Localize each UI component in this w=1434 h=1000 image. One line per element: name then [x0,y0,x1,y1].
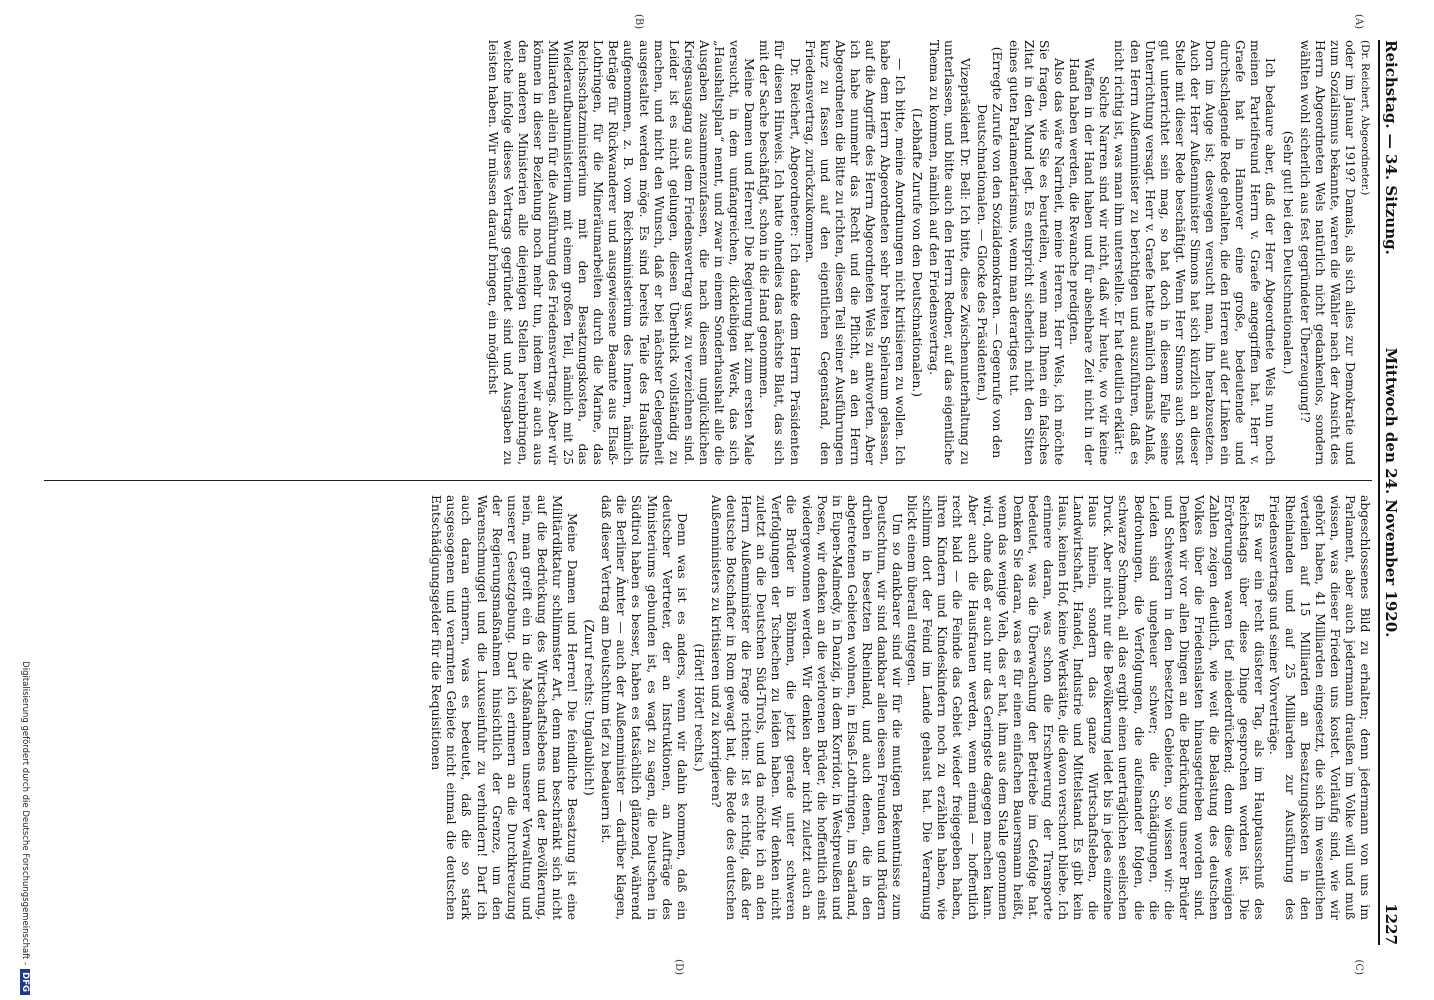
interjection: (Sehr gut! bei den Deutschnationalen.) [1280,130,1295,375]
header-date: Mittwoch den 24. November 1920. [1382,347,1401,638]
margin-marker-c: (C) [1353,959,1364,975]
interjection: (Zuruf rechts: Unglaublich!) [582,619,597,796]
credit-text: Digitalisierung gefördert durch die Deutsche Forschungsgemeinschaft - [20,661,30,966]
paragraph: abgeschlossenes Bild zu erhalten; denn jedermann von uns im Parlament, aber auch jedermann draußen im Volke will und muß wissen, was dieser Frieden uns kostet. Vorläufig sind, wie wir gehört haben, 41 Milliarden eingesetzt, die sich im wesentlichen verteilen auf 15 Milliarden an Besatzungskosten in den Rheinlanden und auf 25 Milliarden zur Ausführung des Friedensvertrags und seiner Vorverträge. [1267,495,1372,920]
interjection: (Erregte Zurufe von den Sozialdemokraten. — Gegenrufe von den Deutschnationalen. — Glocke des Präsidenten.) [974,46,1004,459]
header-session: Reichstag. — 34. Sitzung. [1382,40,1401,255]
paragraph: Es war ein recht düsterer Tag, als im Hauptausschuß des Reichstags über diese Dinge gesprochen worden ist. Die Erörterungen waren tief niederdrückend; denn diese wenigen Zahlen zeigen deutlich, wie weit die Belastung des deutschen Volkes über die Friedenslasten hinausgetrieben worden sind. Denken wir vor allen Dingen an die Bedrückung unserer Brüder und Schwestern in den besetzten Gebieten, so wissen wir: die Leiden sind ungeheuer schwer; die Schädigungen, die Bedrohungen, die Verfolgungen, die aufeinander folgen, die schwarze Schmach, all das ergibt einen unerträglichen seelischen Druck. Aber nicht nur die Bevölkerung leidet bis in jedes einzelne Haus hinein, sondern das ganze Wirtschaftsleben, die Landwirtschaft, Handel, Industrie und Mittelstand. Es gibt kein Haus, keinen Hof, keine Werkstätte, die davon verschont bliebe. Ich erinnere daran, was schon die Erschwerung der Transporte bedeutet, was die Überwachung der Betriebe im Gefolge hat. Denken Sie daran, was es für einen einfachen Bauersmann heißt, wenn das wenige Vieh, das er hat, ihm aus dem Stalle genommen wird, ohne daß er auch nur das Geringste dagegen machen kann. Aber auch die Hausfrauen werden, wenn einmal — hoffentlich recht bald — die Feinde das Gebiet wieder freigegeben haben, ihren Kindern und Kindeskindern noch zu erzählen haben, wie schlimm dort der Feind im Lande gehaust hat. Die Verarmung blickt einem überall entgegen. [905,495,1267,920]
column-divider [44,480,1372,481]
margin-marker-a: (A) [1353,14,1364,30]
paragraph: Meine Damen und Herren! Die Regierung hat zum ersten Male versucht, in dem umfangreichen, dickleibigen Werk, das sich „Haushaltsplan“ nennt, und zwar in einem Sonderhaushalt alle die Ausgaben zusammenzufassen, die nach diesem unglücklichen Kriegsausgang aus dem Friedensvertrag usw. zu verzeichnen sind. Leider ist es nicht gelungen, diesen Überblick vollständig zu machen, und nicht den Wunsch, daß er bei nächster Gelegenheit ausgestaltet werden möge. Es sind bereits Teile des Haushalts aufgenommen, z. B. vom Reichsministerium des Innern, nämlich Beträge für Rückwanderer und ausgewiesene Beamte aus Elsaß-Lothringen, für die Mineräumarbeiten durch die Marine, das Reichsschatzministerium mit den Besatzungskosten, das Wiederaufbauministerium mit einem großen Teil, nämlich mit 25 Milliarden allein für die Ausführung des Friedensvertrags. Aber wir können in dieser Beziehung noch mehr tun, indem wir auch aus den anderen Ministerien alle diejenigen Stellen hereinbringen, welche infolge dieses Vertrags gegründet sind und Ausgaben zu leisten haben. Wir müssen darauf bringen, ein möglichst [485,40,757,465]
digitization-credit [20,5,30,995]
interjection: (Lebhafte Zurufe von den Deutschnationalen.) [910,108,925,397]
right-column [44,495,1372,920]
paragraph: oder im Januar 1919? Damals, als sich alles zur Demokratie und zum Sozialismus bekannte, waren die Wähler nach der Ansicht des Herrn Abgeordneten Wels natürlich nicht gedankenlos, sondern wählten wohl sicherlich aus fest gegründeter Überzeugung!? [1297,40,1357,465]
margin-marker-d: (D) [673,959,684,975]
page-number: 1227 [1382,903,1401,945]
document-sheet [36,14,1406,975]
paragraph: Um so dankbarer sind wir für die mutigen Bekenntnisse zum Deutschtum, wir sind dankbar allen diesen Freunden und Brüdern drüben in besetzten Rheinland, und auch denen, die in den abgetretenen Gebieten wohnen, in Elsaß-Lothringen, im Saarland, in Eupen-Malmedy, in Danzig, in dem Korridor, in Westpreußen und Posen, wir denken an die verlorenen Brüder, die hoffentlich einst wiedergewonnen werden. Wir denken aber nicht zuletzt auch an die Brüder in Böhmen, die jetzt gerade unter schweren Verfolgungen der Tschechen zu leiden haben. Wir denken nicht zuletzt an die Deutschen Süd-Tirols, und da möchte ich an den Herrn Außenminister die Frage richten: Ist es richtig, daß der deutsche Botschafter in Rom gewagt hat, die Rede des deutschen Außenministers zu kritisieren und zu korrigieren? [708,495,905,920]
page-header [1378,40,1406,945]
paragraph: Also das wäre Narrheit, meine Herren. Herr Wels, ich möchte Sie fragen, wie Sie es beurteilen, wenn man Ihnen ein falsches Zitat in den Mund legt. Es entspricht sicherlich nicht den Sitten eines guten Parlamentarismus, wenn man derartiges tut. [1006,40,1067,465]
left-column [44,40,1372,465]
paragraph: — Ich bitte, meine Anordnungen nicht kritisieren zu wollen. Ich habe dem Herrn Abgeordneten sehr breiten Spielraum gelassen, auf die Angriffe des Herrn Abgeordneten Wels zu antworten. Aber ich habe nunmehr das Recht und die Pflicht, an den Herrn Abgeordneten die Bitte zu richten, diesen Teil seiner Ausführungen kurz zu fassen und auf den eigentlichen Gegenstand, den Friedensvertrag, zurückzukommen. [802,40,908,465]
dfg-logo: DFG [20,969,30,995]
speaker-note: (Dr. Reichert, Abgeordneter.) [1359,40,1371,196]
paragraph: Denn was ist es anders, wenn wir dahin kommen, daß ein deutscher Vertreter, der an Instruktionen, an Aufträge des Ministeriums gebunden ist, es wagt zu sagen, die Deutschen in Südtirol haben es besser, haben es tatsächlich glänzend, während die Berliner Ämter — auch der Außenminister — darüber klagen, daß dieser Vertrag am Deutschtum tief zu bedauern ist. [599,495,689,920]
paragraph: Dr. Reichert, Abgeordneter: Ich danke dem Herrn Präsidenten für diesen Hinweis. Ich hatte ohnedies das nächste Blatt, das sich mit der Sache beschäftigt, schon in die Hand genommen. [757,40,802,465]
block-quote: Solche Narren sind wir nicht, daß wir heute, wo wir keine Waffen in der Hand haben und für absehbare Zeit nicht in der Hand haben werden, die Revanche predigten. [1067,58,1112,465]
paragraph: Vizepräsident Dr. Bell: Ich bitte, diese Zwischenunterhaltung zu unterlassen, und bitte auch den Herrn Redner, auf das eigentliche Thema zu kommen, nämlich auf den Friedensvertrag. [927,40,972,465]
interjection: (Hört! Hört! rechts.) [691,643,706,772]
paragraph: Meine Damen und Herren! Die feindliche Besatzung ist eine Militärdiktatur schlimmster Art, denn man beschränkt sich nicht auf die Bedrückung des Wirtschaftslebens und der Bevölkerung, nein, man greift ein in die Maßnahmen unserer Verwaltung und unserer Gesetzgebung. Darf ich erinnern an die Durchkreuzung der Regierungsmaßnahmen hinsichtlich der Grenze, um den Warenschmuggel und die Luxuseinfuhr zu verhindern! Darf ich auch daran erinnern, was es bedeutet, daß die so stark ausgesogenen und verarmten Gebiete nicht einmal die deutschen Entschädigungsgelder für die Requisitionen [429,495,580,920]
margin-marker-b: (B) [633,14,644,30]
paragraph: Ich bedaure aber, daß der Herr Abgeordnete Wels nun noch meinen Parteifreund Herrn v. Graefe angegriffen hat. Herr v. Graefe hat in Hannover eine große, bedeutende und durchschlagende Rede gehalten, die den Herren auf der Linken ein Dorn im Auge ist; deswegen versucht man, ihn herabzusetzen. Auch der Herr Außenminister Simons hat sich kürzlich an dieser Stelle mit dieser Rede beschäftigt. Wenn Herr Simons auch sonst gut unterrichtet sein mag, so hat doch in diesem Falle seine Unterrichtung versagt. Herr v. Graefe hatte nämlich damals Anlaß, den Herrn Außenminister zu berichtigen und auszuführen, daß es nicht richtig ist, was man ihm unterstellte. Er hat deutlich erklärt: [1112,40,1278,465]
